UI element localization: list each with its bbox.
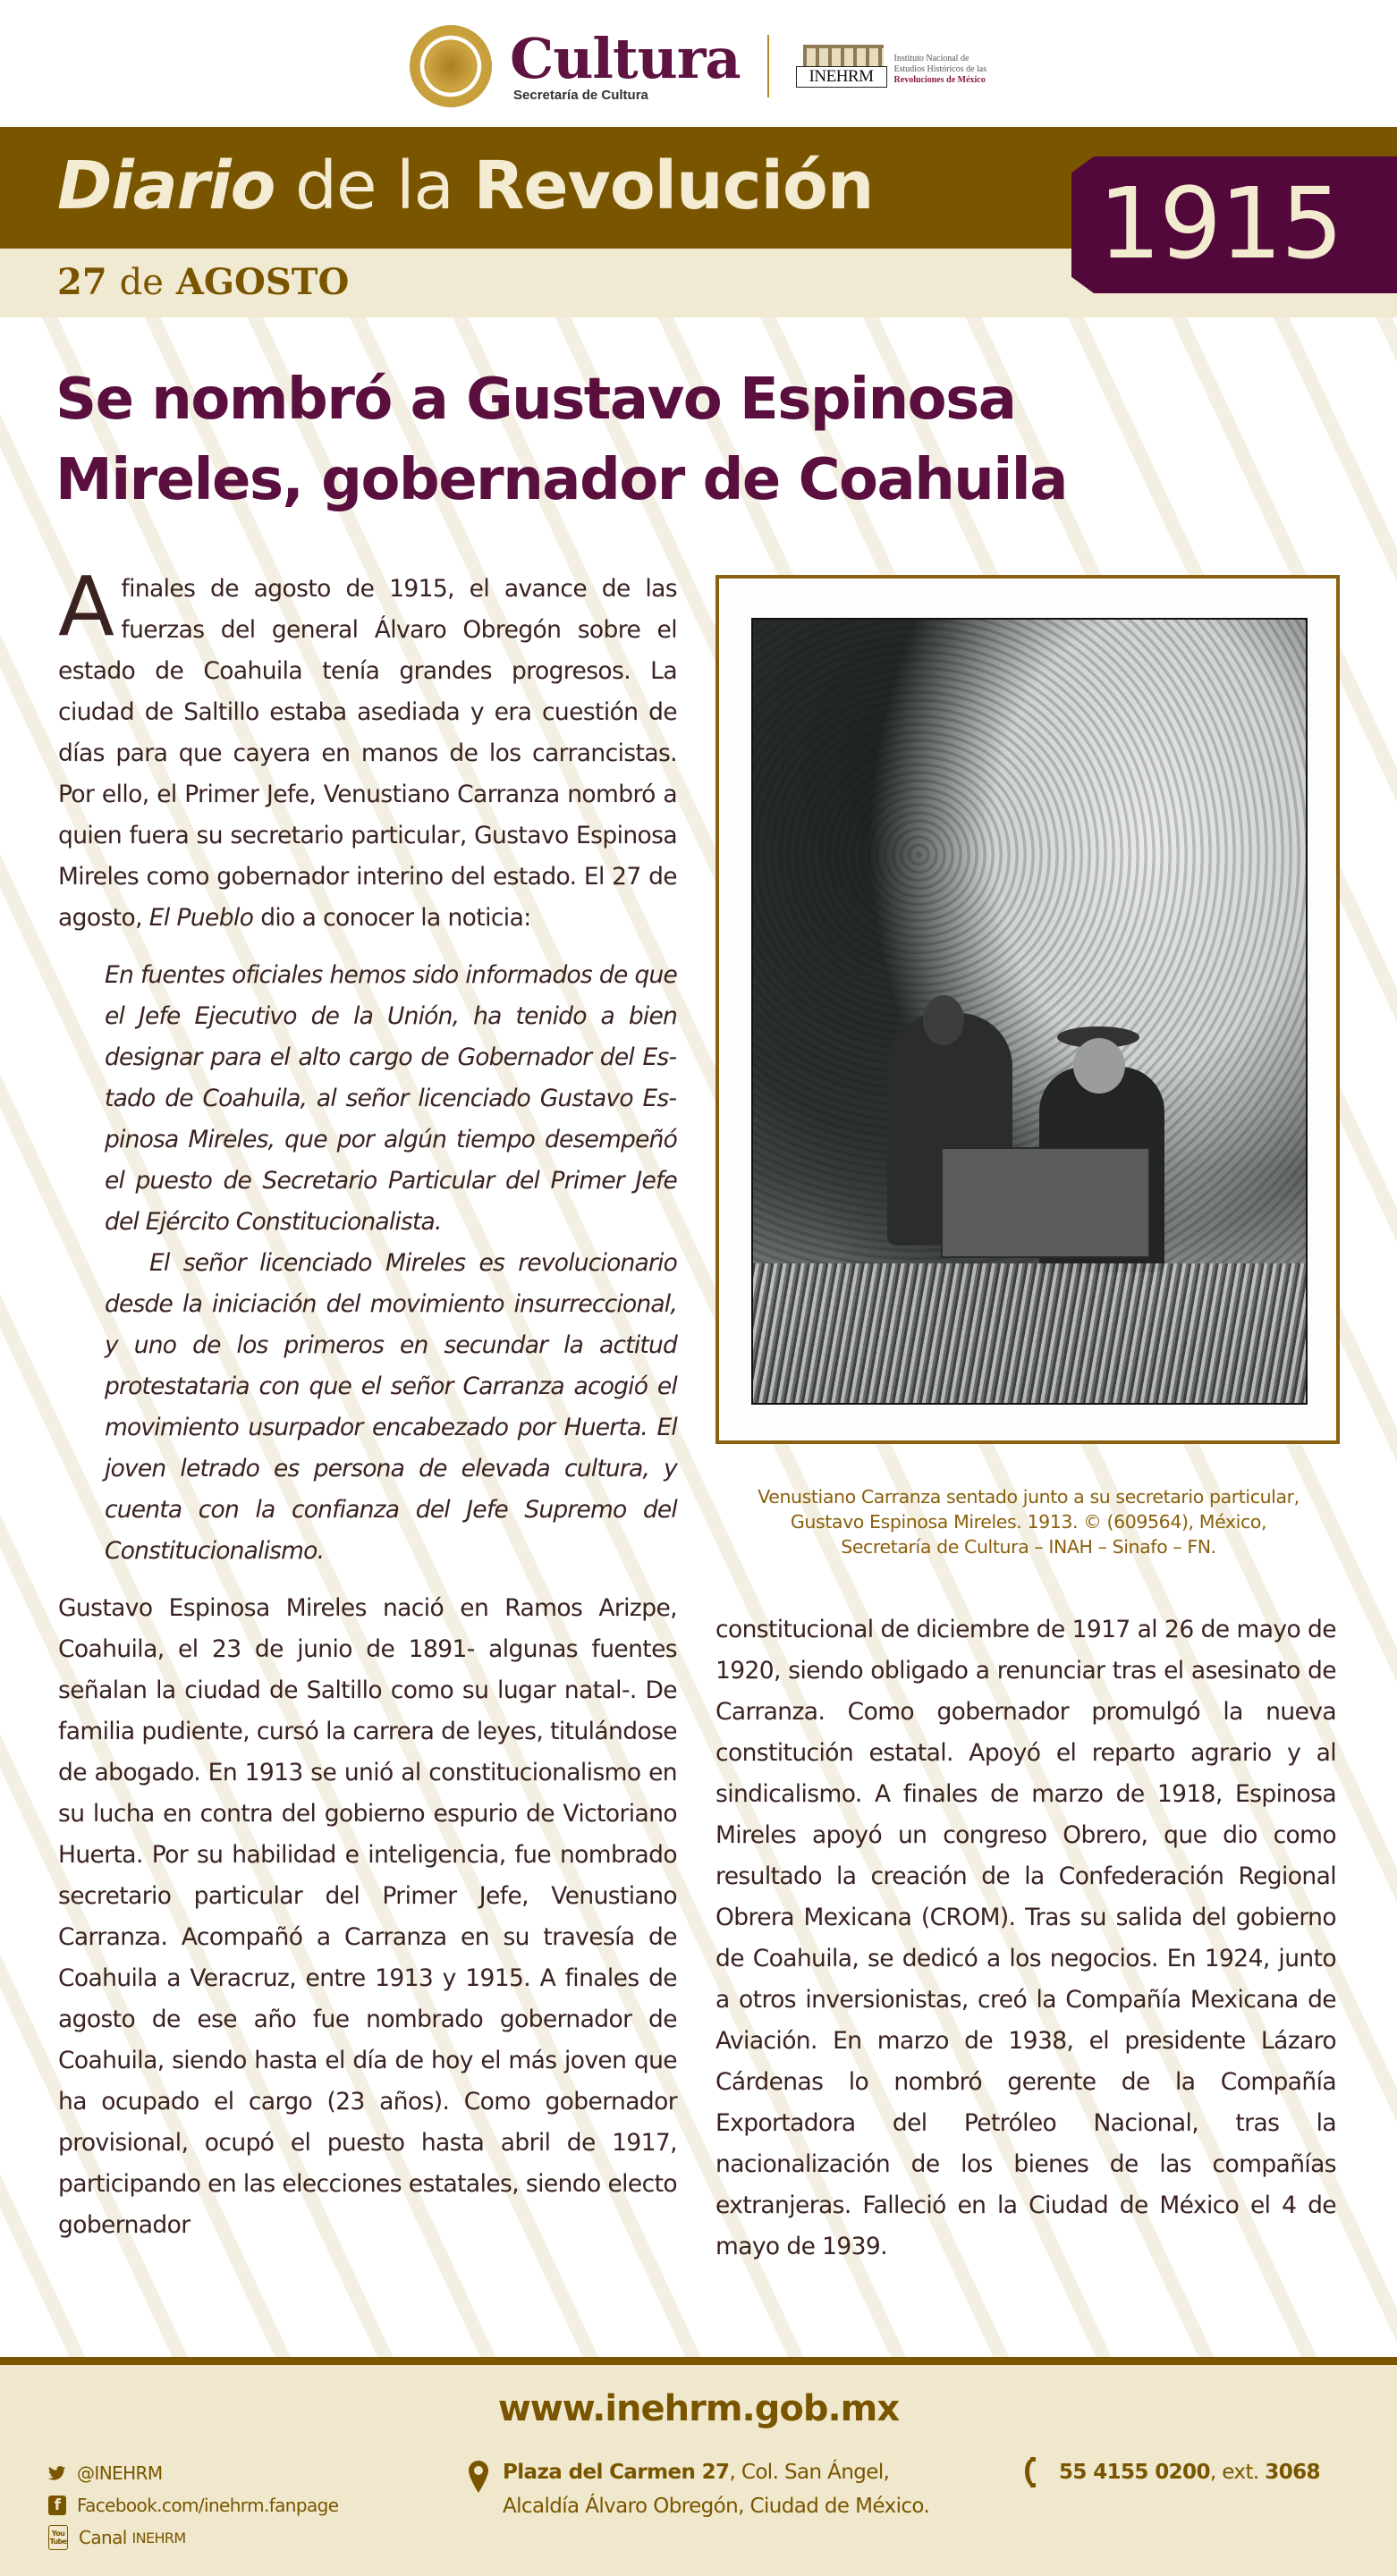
inehrm-abbr: INEHRM [796,66,887,88]
youtube-icon-top: You [51,2530,65,2538]
address-street: Plaza del Carmen 27 [503,2461,730,2484]
inehrm-line-3: Revoluciones de México [893,75,986,85]
footer-divider [0,2357,1397,2365]
address-city: Alcaldía Álvaro Obregón, Ciudad de México. [503,2495,930,2518]
twitter-link[interactable] [48,2457,338,2489]
logos [410,21,986,111]
newspaper-name: El Pueblo [148,904,254,932]
cultura-wordmark: Cultura [510,25,741,91]
youtube-prefix: Canal [79,2527,127,2548]
cultura-subtitle: Secretaría de Cultura [513,87,648,103]
logo-divider [767,35,769,97]
series-title-light: de la [294,148,453,224]
facebook-url: Facebook.com/inehrm.fanpage [77,2495,339,2516]
inehrm-full-name [894,54,987,88]
photo-figure-espinosa-head [923,995,964,1045]
headline-line-1: Se nombró a Gustavo Espinosa [55,367,1016,433]
youtube-channel: INEHRM [131,2529,186,2546]
biography-paragraph-part-1: Gustavo Espinosa Mireles nació en Ramos Arizpe, Coahuila, el 23 de junio de 1891- algunas fuentes señalan la ciudad de Saltillo como su lugar natal-. De familia pudiente, cursó la carrera de leyes, titulándose de abogado. En 1913 se unió al constitucionalismo en su lucha en contra del gobierno espurio de Victoriano Huerta. Por su habilidad e inteligencia, fue nombrado secretario particular del Primer Jefe, Venustiano Carranza. Acompañó a Carranza en su travesía de Coahuila a Veracruz, entre 1913 y 1915. A finales de agosto de ese año fue nombrado gobernador de Coahuila, siendo hasta el día de hoy el más joven que ha ocupado el cargo (23 años). Como gobernador provisional, ocupó el puesto hasta abril de 1917, participando en las elecciones estatales, siendo electo gobernador [58,1594,677,2239]
biography-left [58,1588,677,2246]
quote-paragraph-1: En fuentes oficiales hemos sido informados de que el Jefe Ejecutivo de la Unión, ha tenido a bien designar para el alto cargo de Gobernador del Estado de Coahuila, al señor licenciado Gustavo Espinosa Mireles, que por algún tiempo desempeñó el puesto de Secretario Particular del Primer Jefe del Ejército Constitucionalista. [105,961,677,1236]
inehrm-line-1: Instituto Nacional de [893,54,969,63]
facebook-link[interactable] [48,2489,338,2521]
series-title-italic: Diario [57,148,275,224]
right-column [715,1609,1336,2268]
intro-paragraph [58,559,677,939]
photo-figure-carranza-head [1073,1038,1125,1094]
top-header [0,0,1397,127]
address-text [503,2455,929,2523]
drop-cap: A [58,559,114,655]
date-de: de [119,262,164,303]
year-label: 1915 [1098,166,1342,281]
caption-line-2: Gustavo Espinosa Mireles. 1913. © (609564), México, [790,1511,1267,1533]
phone-block [1023,2455,1320,2489]
historical-photo [751,618,1308,1405]
youtube-icon [48,2525,68,2550]
intro-text-before: finales de agosto de 1915, el avance de las fuerzas del general Álvaro Obregón sobre el estado de Coahuila tenía grandes progresos. La ciudad de Saltillo estaba asediada y era cuestión de días para que cayera en manos de los carrancistas. Por ello, el Primer Jefe, Venustiano Carranza nombró a quien fuera su secretario particular, Gustavo Espinosa Mireles como gobernador interino del estado. El 27 de agosto, [58,575,677,932]
biography-paragraph-part-2: constitucional de diciembre de 1917 al 26 de mayo de 1920, siendo obligado a renunciar tras el asesinato de Carranza. Como gobernador promulgó la nueva constitución estatal. Apoyó el reparto agrario y al sindicalismo. A finales de marzo de 1918, Espinosa Mireles apoyó un congreso Obrero, que dio como resultado la creación de la Confederación Regional Obrera Mexicana (CROM). Tras su salida del gobierno de Coahuila, se dedicó a los negocios. En 1924, junto a otros inversionistas, creó la Compañía Mexicana de Aviación. En marzo de 1938, el presidente Lázaro Cárdenas lo nombró gerente de la Compañía Exportadora del Petróleo Nacional, tras la nacionalización de los bienes de las compañías extranjeras. Falleció en la Ciudad de México el 4 de mayo de 1939. [715,1616,1336,2260]
date-month: AGOSTO [175,261,350,303]
inehrm-line-2: Estudios Históricos de las [893,64,987,74]
quote-paragraph-2: El señor licenciado Mireles es revolucionario desde la iniciación del movimiento insurreccional, y uno de los primeros en secundar la actitud protestataria con que el señor Carranza acogió el movimiento usurpador encabezado por Huerta. El joven letrado es persona de elevada cultura, y cuenta con la confianza del Jefe Supremo del Constitucionalismo. [105,1249,677,1565]
series-title [57,141,873,231]
cultura-logo [510,25,741,103]
date-day: 27 [57,261,107,303]
photo-grass [753,1263,1306,1403]
article-headline [55,359,1343,520]
intro-text-after: dio a conocer la noticia: [260,904,531,932]
caption-line-1: Venustiano Carranza sentado junto a su secretario particular, [758,1486,1300,1508]
facebook-icon: f [48,2496,66,2515]
inehrm-emblem [796,45,889,88]
newspaper-quote [105,955,677,1572]
caption-line-3: Secretaría de Cultura – INAH – Sinafo – FN. [841,1536,1216,1558]
twitter-icon [48,2463,66,2483]
left-column [58,559,677,2246]
youtube-link[interactable] [48,2521,338,2554]
photo-chest [941,1147,1150,1258]
address-block [469,2455,929,2523]
series-title-bold: Revolución [473,148,874,224]
website-link[interactable]: www.inehrm.gob.mx [497,2388,900,2429]
headline-line-2: Mireles, gobernador de Coahuila [55,447,1067,513]
phone-extension: 3068 [1265,2461,1320,2484]
social-links [48,2457,338,2554]
mexico-seal-logo [410,25,492,107]
phone-number[interactable]: 55 4155 0200 [1059,2461,1210,2484]
location-pin-icon [469,2461,488,2493]
phone-ext-label: , ext. [1209,2461,1259,2484]
address-colonia: , Col. San Ángel, [729,2461,890,2484]
photo-frame [715,575,1340,1444]
inehrm-logo [796,45,987,88]
photo-caption [715,1484,1342,1559]
twitter-handle: @INEHRM [77,2462,163,2484]
phone-icon [1023,2457,1043,2487]
youtube-icon-bottom: Tube [49,2538,67,2546]
date-label [57,258,349,308]
